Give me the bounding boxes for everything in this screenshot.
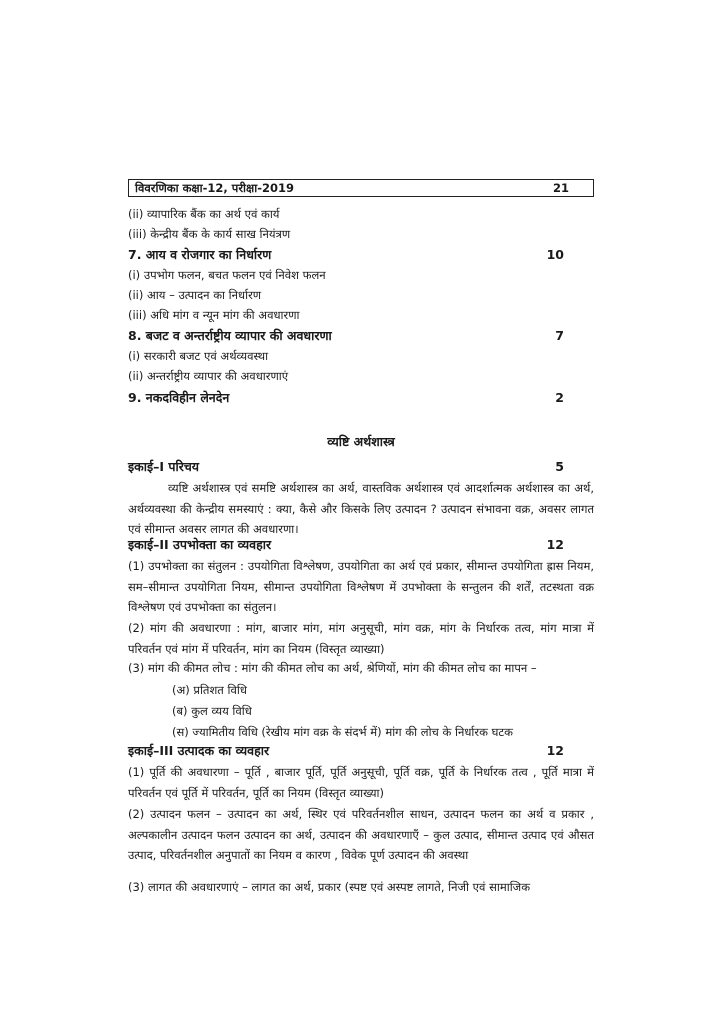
- ikai-title: इकाई–II उपभोक्ता का व्यवहार: [128, 537, 272, 552]
- list-item: (iii) अधि मांग व न्यून मांग की अवधारणा: [128, 308, 300, 322]
- unit-heading: [128, 328, 594, 344]
- paragraph: (1) उपभोक्ता का संतुलन : उपयोगिता विश्लेषण, उपयोगिता का अर्थ एवं प्रकार, सीमान्त उपयोगिता ह्रास नियम, सम–सीमान्त उपयोगिता नियम, सीमान्त उपयोगिता विश्लेषण में उपभोक्ता के सन्तुलन की शर्तें, तटस्थता वक्र विश्लेषण एवं उपभोक्ता का संतुलन।: [128, 559, 594, 614]
- unit-heading: [128, 390, 594, 406]
- unit-title: 7. आय व रोजगार का निर्धारण: [128, 247, 272, 262]
- unit-marks: 7: [555, 328, 564, 343]
- list-item: (iii) केन्द्रीय बैंक के कार्य साख नियंत्रण: [128, 227, 291, 241]
- paragraph: (2) मांग की अवधारणा : मांग, बाजार मांग, मांग अनुसूची, मांग वक्र, मांग के निर्धारक तत्व, मांग मात्रा में परिवर्तन एवं मांग में परिवर्तन, मांग का नियम (विस्तृत व्याख्या): [128, 621, 594, 656]
- unit-title: 9. नकदविहीन लेनदेन: [128, 390, 230, 405]
- ikai-heading: [128, 537, 594, 553]
- ikai-marks: 12: [546, 743, 564, 758]
- section-title: व्यष्टि अर्थशास्त्र: [327, 434, 395, 449]
- paragraph: (2) उत्पादन फलन – उत्पादन का अर्थ, स्थिर एवं परिवर्तनशील साधन, उत्पादन फलन का अर्थ व प्रकार , अल्पकालीन उत्पादन फलन उत्पादन का अर्थ, उत्पादन की अवधारणाएँ – कुल उत्पाद, सीमान्त उत्पाद एवं औसत उत्पाद, परिवर्तनशील अनुपातों का नियम व कारण , विवेक पूर्ण उत्पादन की अवस्था: [128, 807, 595, 862]
- paragraph: (3) लागत की अवधारणाएं – लागत का अर्थ, प्रकार (स्पष्ट एवं अस्पष्ट लागते, निजी एवं सामाजिक: [128, 880, 531, 894]
- unit-marks: 2: [555, 390, 564, 405]
- list-item: (ii) आय – उत्पादन का निर्धारण: [128, 288, 262, 302]
- unit-heading: [128, 247, 594, 263]
- page-number: 21: [552, 181, 569, 195]
- unit-marks: 10: [546, 247, 564, 262]
- paragraph: व्यष्टि अर्थशास्त्र एवं समष्टि अर्थशास्त्र का अर्थ, वास्तविक अर्थशास्त्र एवं आदर्शात्मक अर्थशास्त्र का अर्थ, अर्थव्यवस्था की केन्द्रीय समस्याएं : क्या, कैसे और किसके लिए उत्पादन ? उत्पादन संभावना वक्र, अवसर लागत एवं सीमान्त अवसर लागत की अवधारणा।: [128, 481, 594, 536]
- ikai-marks: 5: [555, 459, 564, 474]
- paragraph: (3) मांग की कीमत लोच : मांग की कीमत लोच का अर्थ, श्रेणियों, मांग की कीमत लोच का मापन –: [128, 661, 537, 675]
- list-item: (स) ज्यामितीय विधि (रेखीय मांग वक्र के संदर्भ में) मांग की लोच के निर्धारक घटक: [172, 725, 514, 739]
- ikai-title: इकाई–I परिचय: [128, 459, 200, 474]
- ikai-title: इकाई–III उत्पादक का व्यवहार: [128, 743, 270, 758]
- list-item: (i) उपभोग फलन, बचत फलन एवं निवेश फलन: [128, 268, 326, 282]
- list-item: (अ) प्रतिशत विधि: [172, 683, 247, 697]
- ikai-marks: 12: [546, 537, 564, 552]
- list-item: (ब) कुल व्यय विधि: [172, 704, 252, 718]
- page-header: [128, 179, 594, 197]
- header-title: विवरणिका कक्षा-12, परीक्षा-2019: [135, 180, 294, 195]
- ikai-heading: [128, 459, 594, 475]
- list-item: (i) सरकारी बजट एवं अर्थव्यवस्था: [128, 349, 269, 363]
- ikai-heading: [128, 743, 594, 759]
- list-item: (ii) व्यापारिक बैंक का अर्थ एवं कार्य: [128, 207, 280, 221]
- paragraph: (1) पूर्ति की अवधारणा – पूर्ति , बाजार पूर्ति, पूर्ति अनुसूची, पूर्ति वक्र, पूर्ति के निर्धारक तत्व , पूर्ति मात्रा में परिवर्तन एवं पूर्ति में परिवर्तन, पूर्ति का नियम (विस्तृत व्याख्या): [128, 765, 594, 800]
- list-item: (ii) अन्तर्राष्ट्रीय व्यापार की अवधारणाएं: [128, 369, 289, 383]
- unit-title: 8. बजट व अन्तर्राष्ट्रीय व्यापार की अवधारणा: [128, 328, 332, 343]
